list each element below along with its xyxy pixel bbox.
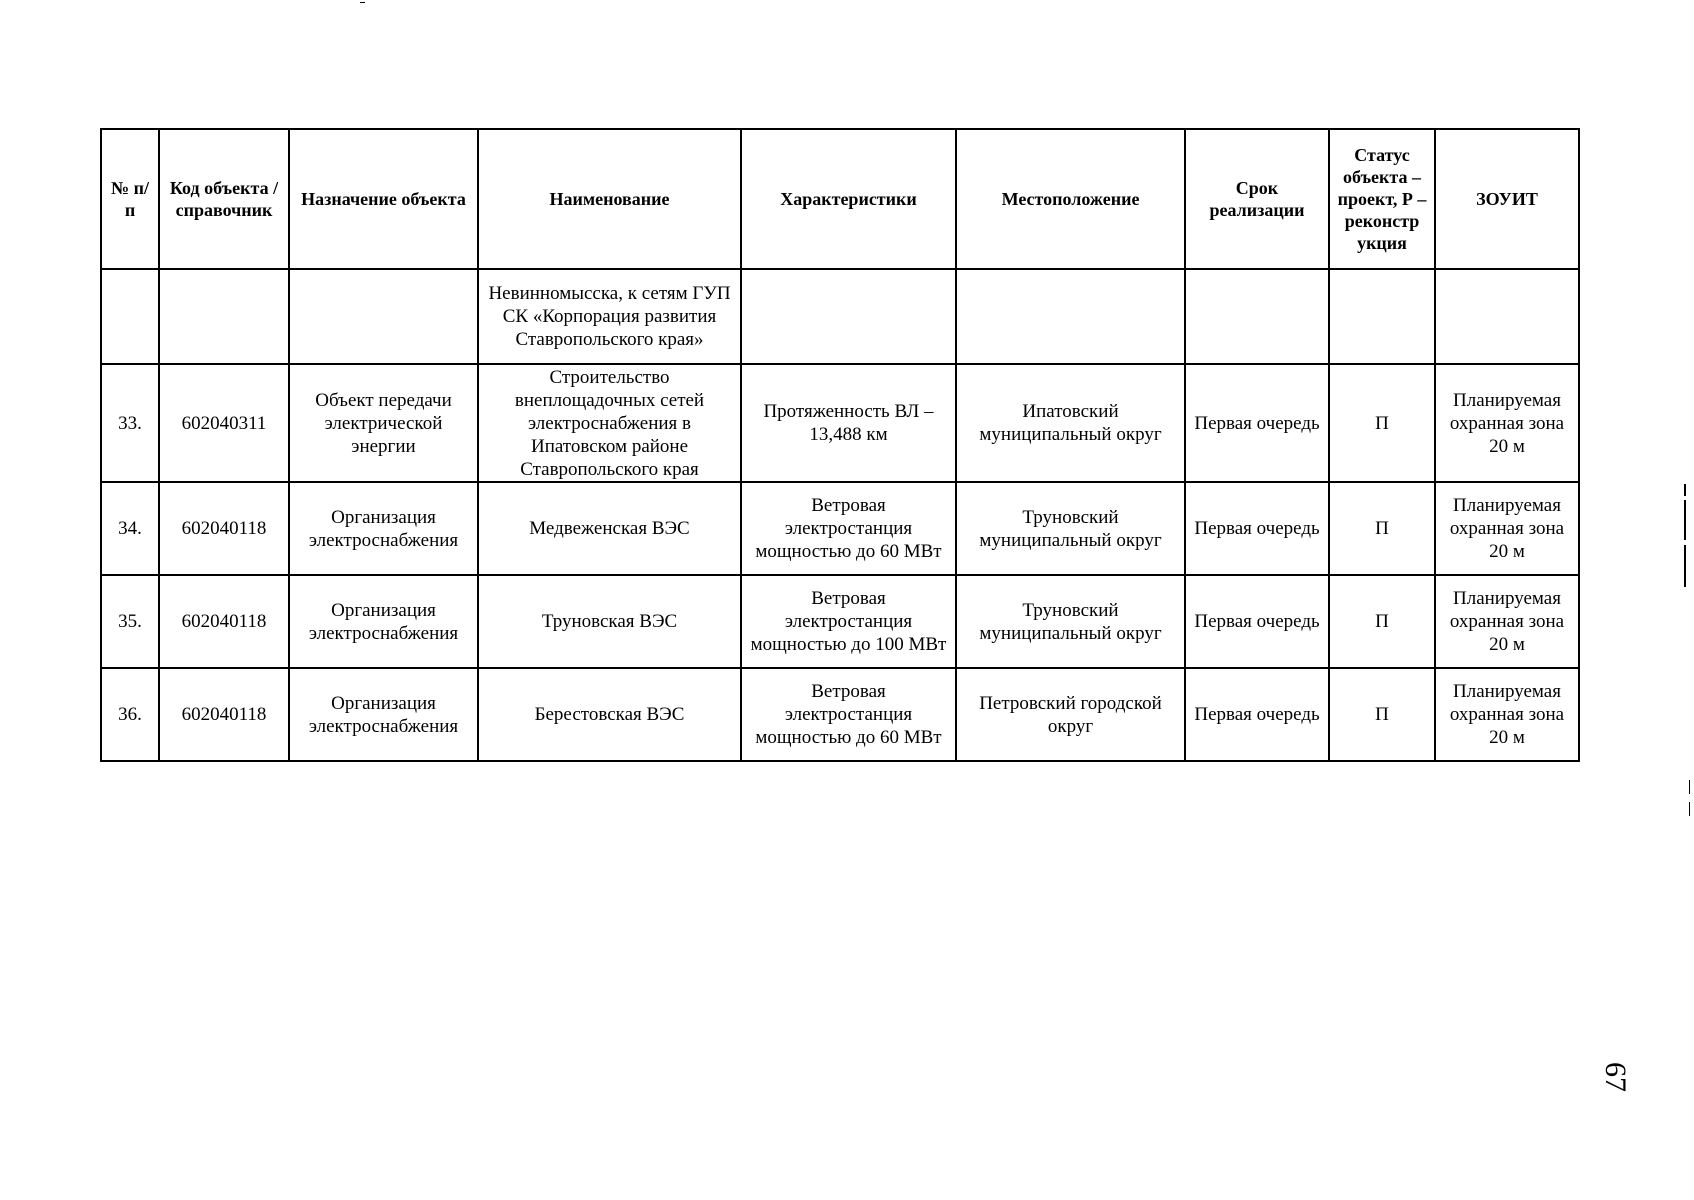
cell-location	[956, 269, 1185, 364]
cell-status: П	[1329, 575, 1435, 668]
cell-purpose: Организация электроснабжения	[289, 482, 478, 575]
cell-term	[1185, 269, 1329, 364]
header-term: Срок реализации	[1185, 129, 1329, 269]
cell-purpose: Объект передачи электрической энергии	[289, 364, 478, 482]
scan-artifact	[1684, 484, 1686, 496]
cell-characteristics: Ветровая электростанция мощностью до 60 МВт	[741, 668, 956, 761]
table-row	[101, 364, 1579, 482]
header-location: Местоположение	[956, 129, 1185, 269]
cell-num: 35.	[101, 575, 159, 668]
cell-purpose	[289, 269, 478, 364]
cell-term: Первая очередь	[1185, 575, 1329, 668]
header-name: Наименование	[478, 129, 741, 269]
cell-name: Медвеженская ВЭС	[478, 482, 741, 575]
cell-num: 36.	[101, 668, 159, 761]
cell-location: Ипатовский муниципальный округ	[956, 364, 1185, 482]
scan-artifact	[1684, 545, 1686, 587]
cell-status: П	[1329, 668, 1435, 761]
cell-code: 602040118	[159, 482, 289, 575]
cell-location: Труновский муниципальный округ	[956, 482, 1185, 575]
cell-zouit: Планируемая охранная зона 20 м	[1435, 668, 1579, 761]
cell-characteristics: Ветровая электростанция мощностью до 100 МВт	[741, 575, 956, 668]
header-row	[101, 129, 1579, 269]
table-row	[101, 668, 1579, 761]
cell-characteristics: Ветровая электростанция мощностью до 60 МВт	[741, 482, 956, 575]
objects-table	[100, 128, 1580, 762]
cell-zouit: Планируемая охранная зона 20 м	[1435, 482, 1579, 575]
cell-zouit: Планируемая охранная зона 20 м	[1435, 364, 1579, 482]
cell-name: Берестовская ВЭС	[478, 668, 741, 761]
cell-zouit	[1435, 269, 1579, 364]
cell-name: Труновская ВЭС	[478, 575, 741, 668]
table-row	[101, 482, 1579, 575]
cell-name: Строительство внеплощадочных сетей электроснабжения в Ипатовском районе Ставропольского края	[478, 364, 741, 482]
cell-characteristics	[741, 269, 956, 364]
cell-status: П	[1329, 482, 1435, 575]
scan-artifact	[360, 2, 365, 3]
header-zouit: ЗОУИТ	[1435, 129, 1579, 269]
cell-location: Петровский городской округ	[956, 668, 1185, 761]
cell-num: 33.	[101, 364, 159, 482]
header-code: Код объекта / справочник	[159, 129, 289, 269]
cell-code	[159, 269, 289, 364]
cell-status: П	[1329, 364, 1435, 482]
cell-purpose: Организация электроснабжения	[289, 668, 478, 761]
scan-artifact	[1684, 500, 1686, 540]
cell-name: Невинномысска, к сетям ГУП СК «Корпорация развития Ставропольского края»	[478, 269, 741, 364]
cell-num: 34.	[101, 482, 159, 575]
cell-location: Труновский муниципальный округ	[956, 575, 1185, 668]
header-num: № п/п	[101, 129, 159, 269]
cell-term: Первая очередь	[1185, 668, 1329, 761]
header-status: Статус объекта – проект, Р – реконстр укция	[1329, 129, 1435, 269]
header-characteristics: Характеристики	[741, 129, 956, 269]
scan-artifact	[1689, 802, 1690, 816]
cell-status	[1329, 269, 1435, 364]
scan-artifact	[1689, 780, 1690, 794]
cell-zouit: Планируемая охранная зона 20 м	[1435, 575, 1579, 668]
table-row	[101, 575, 1579, 668]
cell-term: Первая очередь	[1185, 364, 1329, 482]
cell-num	[101, 269, 159, 364]
cell-characteristics: Протяженность ВЛ – 13,488 км	[741, 364, 956, 482]
cell-purpose: Организация электроснабжения	[289, 575, 478, 668]
cell-term: Первая очередь	[1185, 482, 1329, 575]
cell-code: 602040311	[159, 364, 289, 482]
header-purpose: Назначение объекта	[289, 129, 478, 269]
continuation-row	[101, 269, 1579, 364]
page-number: 67	[1599, 1062, 1632, 1092]
cell-code: 602040118	[159, 668, 289, 761]
cell-code: 602040118	[159, 575, 289, 668]
